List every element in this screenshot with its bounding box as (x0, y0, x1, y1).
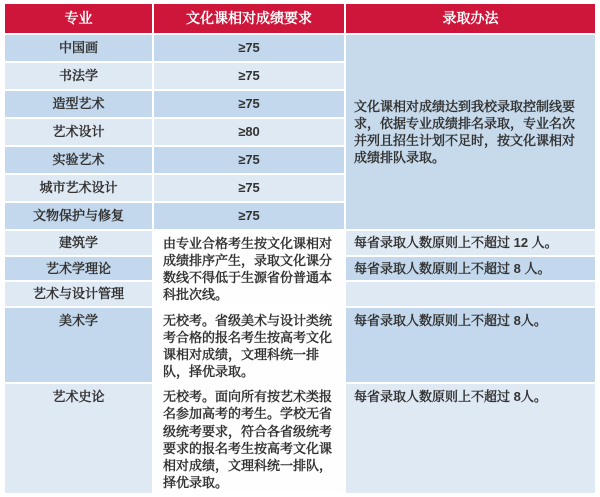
table-row (5, 384, 595, 493)
column-header-score-requirement: 文化课相对成绩要求 (154, 4, 344, 33)
major-cell: 造型艺术 (5, 91, 152, 117)
admission-cell: 每省录取人数原则上不超过 8人。 (346, 384, 595, 493)
table-row (5, 308, 595, 383)
admissions-table (3, 2, 597, 495)
table-row (5, 35, 595, 61)
major-cell: 中国画 (5, 35, 152, 61)
requirement-cell: 无校考。面向所有按艺术类报名参加高考的考生。学校无省级统考要求，符合各省级统考要求的报名考生按高考文化课相对成绩，文理科统一排队，择优录取。 (154, 384, 344, 493)
major-cell: 城市艺术设计 (5, 175, 152, 201)
score-cell: ≥75 (154, 147, 344, 173)
requirement-merged-cell: 由专业合格考生按文化课相对成绩排序产生，录取文化课分数线不得低于生源省份普通本科批次线。 (154, 231, 344, 306)
score-cell: ≥80 (154, 119, 344, 145)
admission-cell: 每省录取人数原则上不超过 12 人。 (346, 231, 595, 255)
table-row (5, 231, 595, 255)
score-cell: ≥75 (154, 63, 344, 89)
major-cell: 艺术设计 (5, 119, 152, 145)
admission-cell: 每省录取人数原则上不超过 8 人。 (346, 257, 595, 280)
major-cell: 书法学 (5, 63, 152, 89)
major-cell: 艺术学理论 (5, 257, 152, 280)
requirement-cell: 无校考。省级美术与设计类统考合格的报名考生按高考文化课相对成绩，文理科统一排队，择优录取。 (154, 308, 344, 383)
score-cell: ≥75 (154, 91, 344, 117)
score-cell: ≥75 (154, 175, 344, 201)
admission-merged-cell: 文化课相对成绩达到我校录取控制线要求，依据专业成绩排名录取，专业名次并列且招生计划不足时，按文化课相对成绩排队录取。 (346, 35, 595, 229)
major-cell: 美术学 (5, 308, 152, 383)
admission-cell: 每省录取人数原则上不超过 8人。 (346, 308, 595, 383)
major-cell: 建筑学 (5, 231, 152, 255)
column-header-admission-method: 录取办法 (346, 4, 595, 33)
score-cell: ≥75 (154, 203, 344, 229)
major-cell: 艺术与设计管理 (5, 282, 152, 306)
major-cell: 实验艺术 (5, 147, 152, 173)
header-row (5, 4, 595, 33)
major-cell: 文物保护与修复 (5, 203, 152, 229)
score-cell: ≥75 (154, 35, 344, 61)
admission-cell-empty (346, 282, 595, 306)
column-header-major: 专业 (5, 4, 152, 33)
major-cell: 艺术史论 (5, 384, 152, 493)
